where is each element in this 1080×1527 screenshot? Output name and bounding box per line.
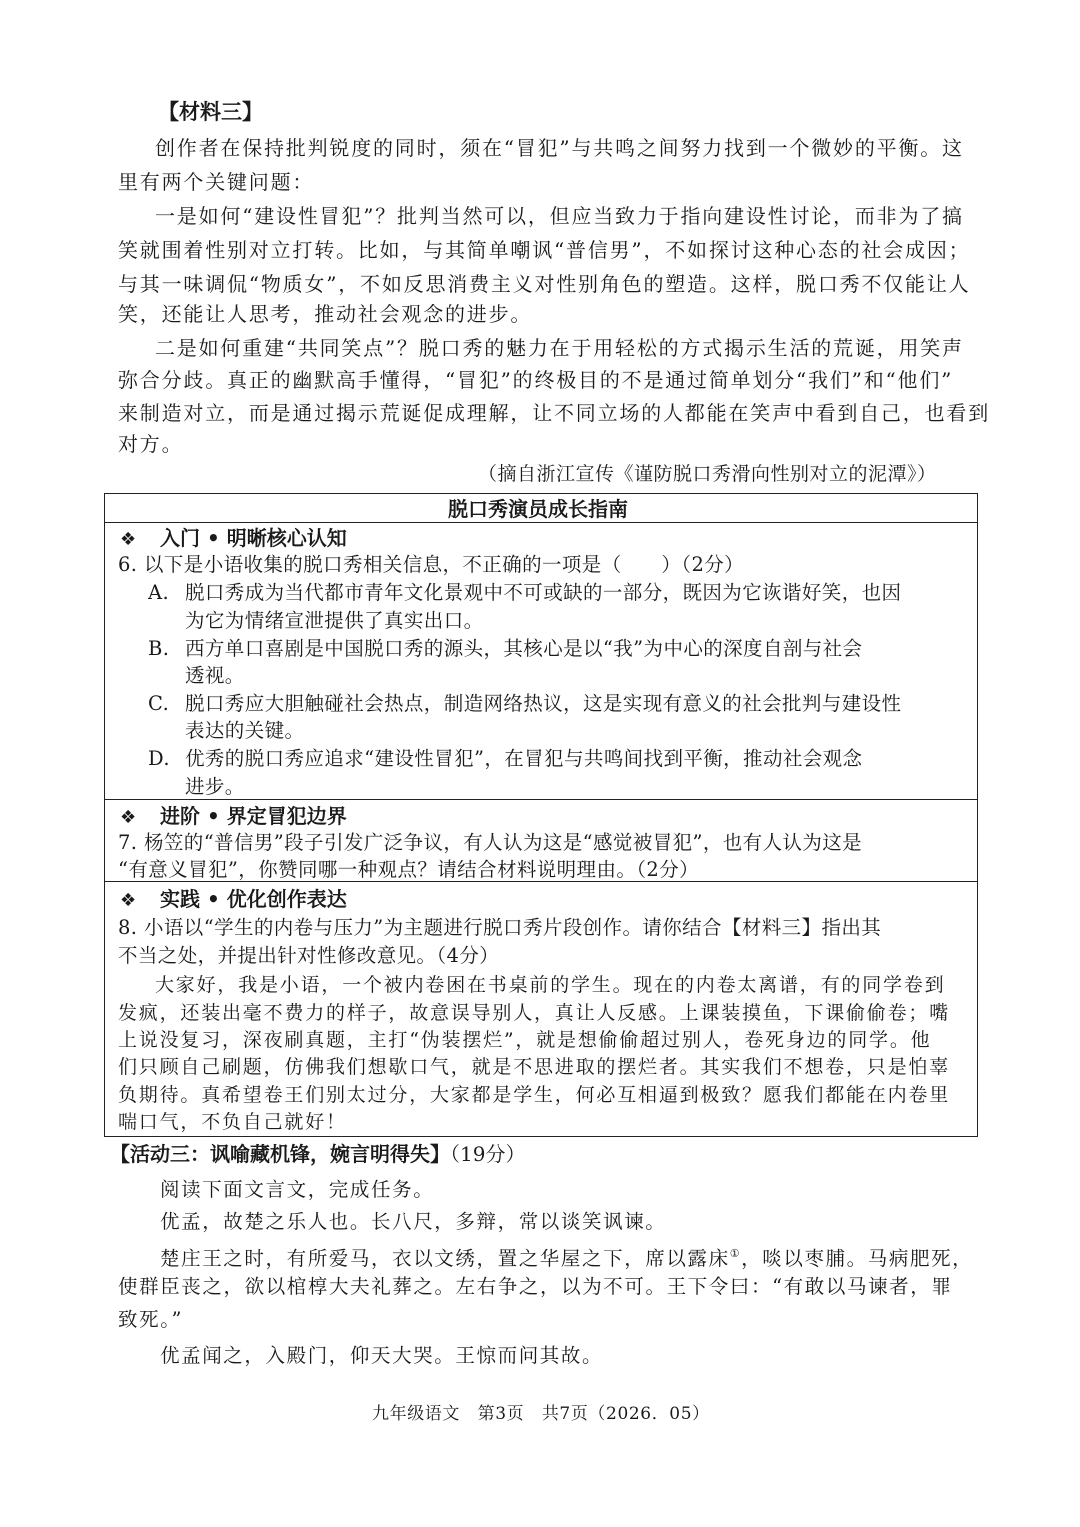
diamond-icon: ❖ <box>120 807 137 828</box>
material-paragraph-line: 一是如何“建设性冒犯”？批判当然可以，但应当致力于指向建设性讨论，而非为了搞 <box>155 204 964 228</box>
question-8-line: 8. 小语以“学生的内卷与压力”为主题进行脱口秀片段创作。请你结合【材料三】指出其 <box>118 916 882 939</box>
divider <box>105 522 977 523</box>
essay-line: 大家好，我是小语，一个被内卷困在书桌前的学生。现在的内卷太离谱，有的同学卷到 <box>155 974 946 996</box>
classical-text-line: 优孟，故楚之乐人也。长八尺，多辩，常以谈笑讽谏。 <box>160 1210 667 1233</box>
material-paragraph-line: 创作者在保持批判锐度的同时，须在“冒犯”与共鸣之间努力找到一个微妙的平衡。这 <box>155 136 964 160</box>
classical-text-line: 楚庄王之时，有所爱马，衣以文绣，置之华屋之下，席以露床①，啖以枣脯。马病肥死， <box>160 1247 974 1270</box>
material-paragraph-line: 笑，还能让人思考，推动社会观念的进步。 <box>118 302 533 326</box>
essay-line: 发疯，还装出毫不费力的样子，故意误导别人，真让人反感。上课装摸鱼，下课偷偷卷；嘴 <box>118 1002 951 1024</box>
option-c-letter: C. <box>148 692 170 715</box>
option-a-letter: A. <box>148 581 170 604</box>
instruction-text: 阅读下面文言文，完成任务。 <box>160 1178 435 1201</box>
question-7-line: “有意义冒犯”，你赞同哪一种观点？请结合材料说明理由。（2分） <box>118 858 699 881</box>
option-b-letter: B. <box>148 637 170 660</box>
material-paragraph-line: 来制造对立，而是通过揭示荒诞促成理解，让不同立场的人都能在笑声中看到自己，也看到 <box>118 401 990 425</box>
material-paragraph-line: 里有两个关键问题： <box>118 170 315 194</box>
material-paragraph-line: 笑就围着性别对立打转。比如，与其简单嘲讽“普信男”，不如探讨这种心态的社会成因； <box>118 238 971 262</box>
material-paragraph-line: 对方。 <box>118 432 184 456</box>
essay-line: 负期待。真希望卷王们别太过分，大家都是学生，何必互相逼到极致？愿我们都能在内卷里 <box>118 1084 951 1106</box>
classical-text-line: 致死。” <box>118 1308 184 1331</box>
option-d-text: 进步。 <box>185 775 245 798</box>
option-b-text: 透视。 <box>185 664 245 687</box>
divider <box>105 799 977 800</box>
material-paragraph-line: 弥合分歧。真正的幽默高手懂得，“冒犯”的终极目的不是通过简单划分“我们”和“他们” <box>118 368 954 392</box>
option-a-text: 为它为情绪宣泄提供了真实出口。 <box>185 609 484 632</box>
classical-text-line: 使群臣丧之，欲以棺椁大夫礼葬之。左右争之，以为不可。王下令曰：“有敢以马谏者，罪 <box>118 1275 953 1298</box>
guide-title: 脱口秀演员成长指南 <box>448 497 628 521</box>
essay-line: 上说没复习，深夜刷真题，主打“伪装摆烂”，就是想偷偷超过别人，卷死身边的同学。他 <box>118 1029 932 1051</box>
option-a-text: 脱口秀成为当代都市青年文化景观中不可或缺的一部分，既因为它诙谐好笑，也因 <box>185 581 902 604</box>
question-6-stem: 6. 以下是小语收集的脱口秀相关信息，不正确的一项是（ ）（2分） <box>118 553 745 576</box>
option-c-text: 脱口秀应大胆触碰社会热点，制造网络热议，这是实现有意义的社会批判与建设性 <box>185 692 902 715</box>
classical-text-line: 优孟闻之，入殿门，仰天大哭。王惊而问其故。 <box>160 1344 604 1367</box>
question-7-line: 7. 杨笠的“普信男”段子引发广泛争议，有人认为这是“感觉被冒犯”，也有人认为这是 <box>118 831 863 854</box>
question-8-line: 不当之处，并提出针对性修改意见。（4分） <box>118 944 500 967</box>
essay-line: 喘口气，不负自己就好！ <box>118 1111 347 1133</box>
material-source: （摘自浙江宣传《谨防脱口秀滑向性别对立的泥潭》） <box>478 463 937 485</box>
material-paragraph-line: 与其一味调侃“物质女”，不如反思消费主义对性别角色的塑造。这样，脱口秀不仅能让人 <box>118 272 971 296</box>
material-paragraph-line: 二是如何重建“共同笑点”？脱口秀的魅力在于用轻松的方式揭示生活的荒诞，用笑声 <box>155 336 964 360</box>
section-heading-intro: ❖ 入门 • 明晰核心认知 <box>120 526 347 550</box>
option-b-text: 西方单口喜剧是中国脱口秀的源头，其核心是以“我”为中心的深度自剖与社会 <box>185 637 863 660</box>
page-footer: 九年级语文 第3页 共7页（2026．05） <box>372 1404 710 1424</box>
activity-three-title: 【活动三：讽喻藏机锋，婉言明得失】（19分） <box>110 1142 526 1166</box>
diamond-icon: ❖ <box>120 890 137 911</box>
option-d-text: 优秀的脱口秀应追求“建设性冒犯”，在冒犯与共鸣间找到平衡，推动社会观念 <box>185 747 863 770</box>
section-heading-practice: ❖ 实践 • 优化创作表达 <box>120 887 347 911</box>
essay-line: 们只顾自己刷题，仿佛我们想歇口气，就是不思进取的摆烂者。其实我们不想卷，只是怕辜 <box>118 1056 951 1078</box>
footnote-marker: ① <box>729 1247 742 1260</box>
option-d-letter: D. <box>148 747 170 770</box>
diamond-icon: ❖ <box>120 529 137 550</box>
option-c-text: 表达的关键。 <box>185 719 305 742</box>
material-three-title: 【材料三】 <box>158 100 263 124</box>
section-heading-advanced: ❖ 进阶 • 界定冒犯边界 <box>120 804 347 828</box>
